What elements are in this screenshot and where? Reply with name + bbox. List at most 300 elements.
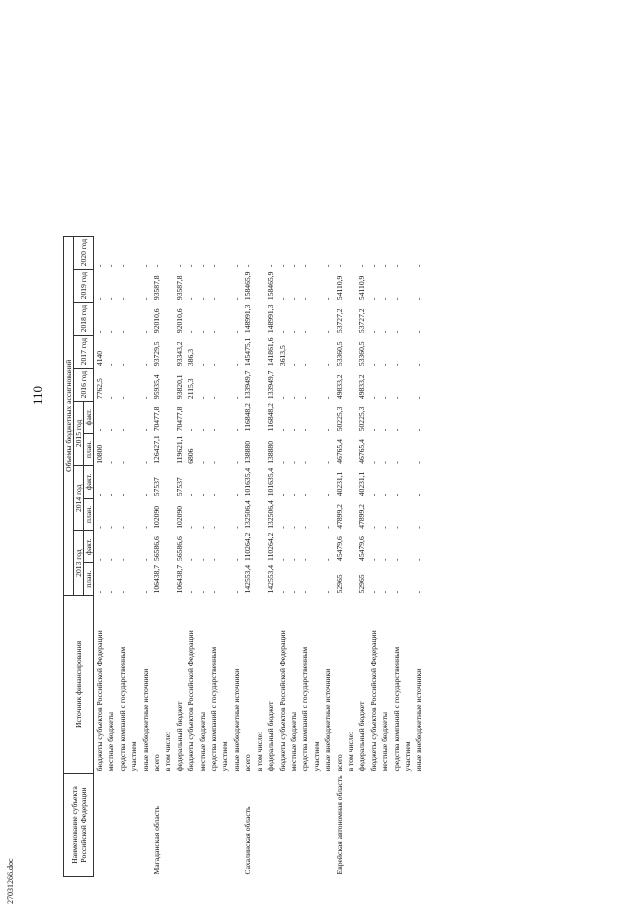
value-cell: [402, 302, 413, 335]
table-row: [322, 236, 333, 876]
value-cell: 92010,6: [152, 308, 162, 334]
value-cell: -: [300, 590, 310, 594]
document-filename: 27031266.doc: [6, 858, 15, 904]
value-cell: -: [300, 330, 310, 334]
table-row: [379, 236, 390, 876]
value-cell: 47899,2: [334, 504, 344, 529]
value-cell: [345, 401, 356, 433]
value-cell: 56586,6: [152, 536, 162, 561]
subject-cell: Еврейская автономная область: [334, 775, 344, 875]
value-cell: -: [197, 363, 207, 367]
value-cell: -: [231, 428, 241, 432]
value-cell: -: [231, 461, 241, 464]
value-cell: -: [380, 558, 390, 561]
value-cell: [311, 401, 322, 433]
table-row: [208, 236, 219, 876]
value-cell: 45479,6: [334, 536, 344, 561]
value-cell: 93820,1: [174, 374, 184, 400]
value-cell: -: [117, 330, 127, 334]
value-cell: 46765,4: [334, 439, 344, 464]
value-cell: [219, 498, 230, 530]
source-cell: иные внебюджетные источники: [323, 668, 333, 772]
subject-cell: [288, 773, 299, 876]
value-cell: -: [277, 493, 287, 497]
source-cell: федеральный бюджет: [266, 701, 276, 772]
source-cell: всего: [152, 754, 162, 772]
table-row: [151, 236, 162, 876]
table-row: [311, 236, 322, 876]
value-cell: 70477,8: [152, 406, 162, 432]
value-cell: -: [186, 264, 196, 268]
value-cell: [128, 531, 139, 563]
subject-cell: [197, 773, 208, 876]
header-subject: Наименование субъекта Российской Федерации: [64, 773, 94, 876]
value-cell: [128, 563, 139, 595]
value-cell: -: [95, 428, 104, 432]
value-cell: -: [414, 493, 424, 497]
value-cell: 93587,8: [174, 275, 184, 301]
value-cell: -: [288, 264, 298, 268]
value-cell: [254, 466, 265, 498]
value-cell: 6806: [186, 448, 196, 464]
value-cell: [219, 531, 230, 563]
value-cell: -: [231, 330, 241, 334]
value-cell: -: [300, 526, 310, 529]
value-cell: -: [368, 526, 378, 529]
value-cell: -: [368, 264, 378, 268]
value-cell: [162, 236, 173, 269]
subject-cell: [322, 773, 333, 876]
value-cell: -: [414, 428, 424, 432]
value-cell: [345, 236, 356, 269]
value-cell: -: [117, 526, 127, 529]
value-cell: [254, 269, 265, 302]
value-cell: 3613,5: [277, 345, 287, 367]
value-cell: [345, 269, 356, 302]
value-cell: [311, 236, 322, 269]
value-cell: 7762,5: [95, 378, 104, 400]
value-cell: [128, 498, 139, 530]
subject-cell: [254, 773, 265, 876]
value-cell: -: [209, 264, 219, 268]
value-cell: 132506,4: [243, 500, 253, 529]
value-cell: 132506,4: [266, 500, 276, 529]
value-cell: [128, 368, 139, 401]
value-cell: -: [197, 264, 207, 268]
value-cell: -: [323, 330, 333, 334]
value-cell: -: [368, 396, 378, 400]
value-cell: -: [391, 264, 401, 268]
value-cell: -: [414, 297, 424, 301]
source-cell: средства компаний с государственным: [300, 646, 310, 772]
value-cell: [162, 302, 173, 335]
value-cell: -: [288, 297, 298, 301]
value-cell: 10800: [95, 444, 104, 464]
source-cell: всего: [243, 754, 253, 772]
value-cell: [219, 269, 230, 302]
value-cell: -: [231, 363, 241, 367]
value-cell: -: [197, 396, 207, 400]
value-cell: -: [323, 526, 333, 529]
subject-cell: [208, 773, 219, 876]
subject-cell: [128, 773, 139, 876]
value-cell: [162, 433, 173, 465]
value-cell: -: [117, 493, 127, 497]
value-cell: 133949,7: [243, 370, 253, 400]
value-cell: -: [368, 493, 378, 497]
value-cell: [219, 401, 230, 433]
value-cell: -: [152, 264, 162, 268]
subject-cell: [311, 773, 322, 876]
value-cell: -: [186, 428, 196, 432]
value-cell: -: [231, 264, 241, 268]
table-row: [356, 236, 367, 876]
value-cell: 102090: [152, 505, 162, 529]
value-cell: -: [323, 558, 333, 561]
value-cell: -: [368, 590, 378, 594]
value-cell: -: [209, 297, 219, 301]
value-cell: -: [380, 461, 390, 464]
value-cell: [402, 498, 413, 530]
value-cell: -: [106, 526, 116, 529]
table-row: [242, 236, 253, 876]
value-cell: -: [174, 264, 184, 268]
value-cell: -: [117, 558, 127, 561]
value-cell: 53727,2: [334, 308, 344, 334]
value-cell: -: [209, 363, 219, 367]
value-cell: -: [323, 428, 333, 432]
value-cell: -: [368, 297, 378, 301]
value-cell: [254, 236, 265, 269]
table-row: [105, 236, 116, 876]
subject-cell: [368, 773, 379, 876]
value-cell: 148991,3: [243, 304, 253, 334]
source-cell: участием: [220, 741, 230, 772]
header-volume: Объемы бюджетных ассигнований: [64, 236, 74, 595]
value-cell: [311, 302, 322, 335]
value-cell: [402, 563, 413, 595]
value-cell: [254, 531, 265, 563]
value-cell: [219, 466, 230, 498]
table-row: [174, 236, 185, 876]
value-cell: -: [288, 558, 298, 561]
source-cell: всего: [334, 754, 344, 772]
value-cell: [311, 466, 322, 498]
header-fact-2015: факт.: [84, 401, 94, 433]
value-cell: -: [231, 526, 241, 529]
source-cell: участием: [129, 741, 139, 772]
value-cell: -: [323, 264, 333, 268]
table-row: [117, 236, 128, 876]
value-cell: [162, 269, 173, 302]
value-cell: -: [209, 526, 219, 529]
value-cell: -: [391, 396, 401, 400]
value-cell: -: [288, 330, 298, 334]
value-cell: 101635,4: [243, 467, 253, 497]
value-cell: 54110,9: [357, 275, 367, 301]
value-cell: [128, 236, 139, 269]
value-cell: 116848,2: [266, 403, 276, 432]
value-cell: -: [106, 396, 116, 400]
value-cell: -: [391, 461, 401, 464]
value-cell: -: [106, 428, 116, 432]
value-cell: 45479,6: [357, 536, 367, 561]
value-cell: 158465,9: [266, 271, 276, 301]
value-cell: 95935,4: [152, 374, 162, 400]
value-cell: -: [95, 590, 104, 594]
value-cell: [254, 433, 265, 465]
table-row: [219, 236, 230, 876]
source-cell: иные внебюджетные источники: [414, 668, 424, 772]
header-year-2016: 2016 год: [74, 368, 94, 401]
value-cell: [402, 466, 413, 498]
value-cell: [219, 302, 230, 335]
value-cell: -: [368, 558, 378, 561]
value-cell: -: [300, 493, 310, 497]
value-cell: -: [197, 493, 207, 497]
header-year-2013: 2013 год: [74, 531, 84, 596]
value-cell: -: [106, 493, 116, 497]
value-cell: -: [95, 558, 104, 561]
value-cell: 40231,1: [334, 471, 344, 497]
value-cell: 50225,3: [357, 406, 367, 432]
value-cell: -: [288, 526, 298, 529]
value-cell: [345, 466, 356, 498]
value-cell: -: [391, 297, 401, 301]
page-number: 110: [30, 385, 45, 405]
value-cell: 53360,5: [334, 341, 344, 367]
value-cell: -: [323, 590, 333, 594]
value-cell: -: [95, 493, 104, 497]
value-cell: [311, 368, 322, 401]
table-row: [368, 236, 379, 876]
subject-cell: [277, 773, 288, 876]
value-cell: -: [106, 264, 116, 268]
value-cell: -: [209, 428, 219, 432]
value-cell: [219, 236, 230, 269]
value-cell: 126427,1: [152, 435, 162, 464]
value-cell: [254, 302, 265, 335]
source-cell: местные бюджеты: [288, 711, 298, 772]
value-cell: -: [300, 461, 310, 464]
value-cell: -: [380, 297, 390, 301]
value-cell: -: [380, 590, 390, 594]
table-row: [288, 236, 299, 876]
value-cell: [402, 269, 413, 302]
value-cell: 138880: [243, 440, 253, 464]
source-cell: местные бюджеты: [380, 711, 390, 772]
value-cell: -: [231, 493, 241, 497]
value-cell: -: [140, 493, 150, 497]
value-cell: -: [300, 396, 310, 400]
table-row: [94, 236, 106, 876]
value-cell: [402, 236, 413, 269]
subject-cell: [231, 773, 242, 876]
value-cell: 52965: [334, 574, 344, 594]
value-cell: 47899,2: [357, 504, 367, 529]
header-fact-2014: факт.: [84, 466, 94, 498]
value-cell: 110264,2: [266, 532, 276, 561]
source-cell: средства компаний с государственным: [117, 646, 127, 772]
source-cell: в том числе:: [163, 731, 173, 772]
table-row: [140, 236, 151, 876]
value-cell: -: [140, 590, 150, 594]
value-cell: -: [277, 297, 287, 301]
value-cell: -: [117, 461, 127, 464]
value-cell: -: [140, 396, 150, 400]
value-cell: -: [186, 330, 196, 334]
value-cell: [254, 401, 265, 433]
subject-cell: [402, 773, 413, 876]
value-cell: 101635,4: [266, 467, 276, 497]
value-cell: -: [380, 493, 390, 497]
value-cell: [345, 433, 356, 465]
value-cell: 386,3: [186, 348, 196, 367]
value-cell: -: [106, 590, 116, 594]
header-year-2015: 2015 год: [74, 401, 84, 466]
value-cell: [219, 368, 230, 401]
value-cell: -: [197, 526, 207, 529]
value-cell: [254, 335, 265, 368]
value-cell: -: [300, 363, 310, 367]
value-cell: 116848,2: [243, 403, 253, 432]
value-cell: 106438,7: [152, 564, 162, 594]
value-cell: -: [95, 526, 104, 529]
value-cell: -: [300, 297, 310, 301]
value-cell: 141861,6: [266, 337, 276, 367]
value-cell: -: [106, 330, 116, 334]
value-cell: -: [95, 330, 104, 334]
value-cell: 119621,1: [174, 435, 184, 464]
table-row: [334, 236, 345, 876]
source-cell: иные внебюджетные источники: [231, 668, 241, 772]
value-cell: -: [95, 297, 104, 301]
value-cell: [219, 335, 230, 368]
value-cell: -: [140, 297, 150, 301]
table-row: [231, 236, 242, 876]
value-cell: -: [300, 428, 310, 432]
table-row: [402, 236, 413, 876]
value-cell: [162, 498, 173, 530]
value-cell: -: [368, 363, 378, 367]
value-cell: 50225,3: [334, 406, 344, 432]
value-cell: 102090: [174, 505, 184, 529]
source-cell: местные бюджеты: [106, 711, 116, 772]
value-cell: 145475,1: [243, 337, 253, 367]
subject-cell: [162, 773, 173, 876]
value-cell: [345, 335, 356, 368]
subject-cell: [174, 773, 185, 876]
value-cell: -: [117, 428, 127, 432]
source-cell: бюджеты субъектов Российской Федерации: [95, 630, 104, 772]
value-cell: [311, 335, 322, 368]
value-cell: -: [368, 461, 378, 464]
value-cell: 57537: [174, 477, 184, 497]
value-cell: 93343,2: [174, 341, 184, 367]
header-plan-2015: план.: [84, 433, 94, 465]
value-cell: [345, 368, 356, 401]
value-cell: -: [186, 558, 196, 561]
value-cell: [162, 335, 173, 368]
value-cell: -: [288, 461, 298, 464]
value-cell: -: [414, 590, 424, 594]
value-cell: 54110,9: [334, 275, 344, 301]
header-source: Источник финансирования: [64, 595, 94, 773]
value-cell: -: [106, 363, 116, 367]
value-cell: 142553,4: [243, 564, 253, 594]
value-cell: -: [106, 558, 116, 561]
subject-cell: [140, 773, 151, 876]
source-cell: средства компаний с государственным: [209, 646, 219, 772]
value-cell: [128, 302, 139, 335]
value-cell: [162, 531, 173, 563]
value-cell: -: [323, 297, 333, 301]
value-cell: 93587,8: [152, 275, 162, 301]
value-cell: -: [117, 590, 127, 594]
value-cell: -: [391, 526, 401, 529]
value-cell: -: [391, 428, 401, 432]
source-cell: местные бюджеты: [197, 711, 207, 772]
source-cell: в том числе:: [254, 731, 264, 772]
value-cell: -: [117, 297, 127, 301]
value-cell: -: [277, 330, 287, 334]
value-cell: -: [106, 461, 116, 464]
header-fact-2013: факт.: [84, 531, 94, 563]
value-cell: -: [288, 428, 298, 432]
source-cell: иные внебюджетные источники: [140, 668, 150, 772]
value-cell: -: [323, 493, 333, 497]
value-cell: 92010,6: [174, 308, 184, 334]
source-cell: федеральный бюджет: [174, 701, 184, 772]
value-cell: -: [414, 264, 424, 268]
value-cell: -: [209, 396, 219, 400]
budget-allocations-table: [63, 236, 425, 877]
value-cell: [311, 433, 322, 465]
value-cell: [311, 531, 322, 563]
value-cell: [402, 368, 413, 401]
value-cell: [128, 401, 139, 433]
value-cell: -: [140, 264, 150, 268]
subject-cell: [185, 773, 196, 876]
value-cell: -: [95, 264, 104, 268]
subject-cell: [299, 773, 310, 876]
value-cell: 49833,2: [334, 374, 344, 400]
value-cell: 40231,1: [357, 471, 367, 497]
subject-cell: [265, 773, 276, 876]
value-cell: -: [231, 297, 241, 301]
value-cell: -: [391, 330, 401, 334]
value-cell: [128, 466, 139, 498]
subject-cell: [117, 773, 128, 876]
value-cell: [345, 563, 356, 595]
value-cell: -: [140, 428, 150, 432]
value-cell: 106438,7: [174, 564, 184, 594]
value-cell: -: [140, 558, 150, 561]
value-cell: 70477,8: [174, 406, 184, 432]
value-cell: -: [323, 461, 333, 464]
value-cell: -: [117, 264, 127, 268]
value-cell: 148991,3: [266, 304, 276, 334]
value-cell: -: [391, 558, 401, 561]
value-cell: [402, 335, 413, 368]
value-cell: 53727,2: [357, 308, 367, 334]
header-year-2018: 2018 год: [74, 302, 94, 335]
header-year-2017: 2017 год: [74, 335, 94, 368]
header-year-2014: 2014 год: [74, 466, 84, 531]
subject-cell: Магаданская область: [152, 806, 162, 875]
value-cell: 133949,7: [266, 370, 276, 400]
value-cell: -: [231, 590, 241, 594]
